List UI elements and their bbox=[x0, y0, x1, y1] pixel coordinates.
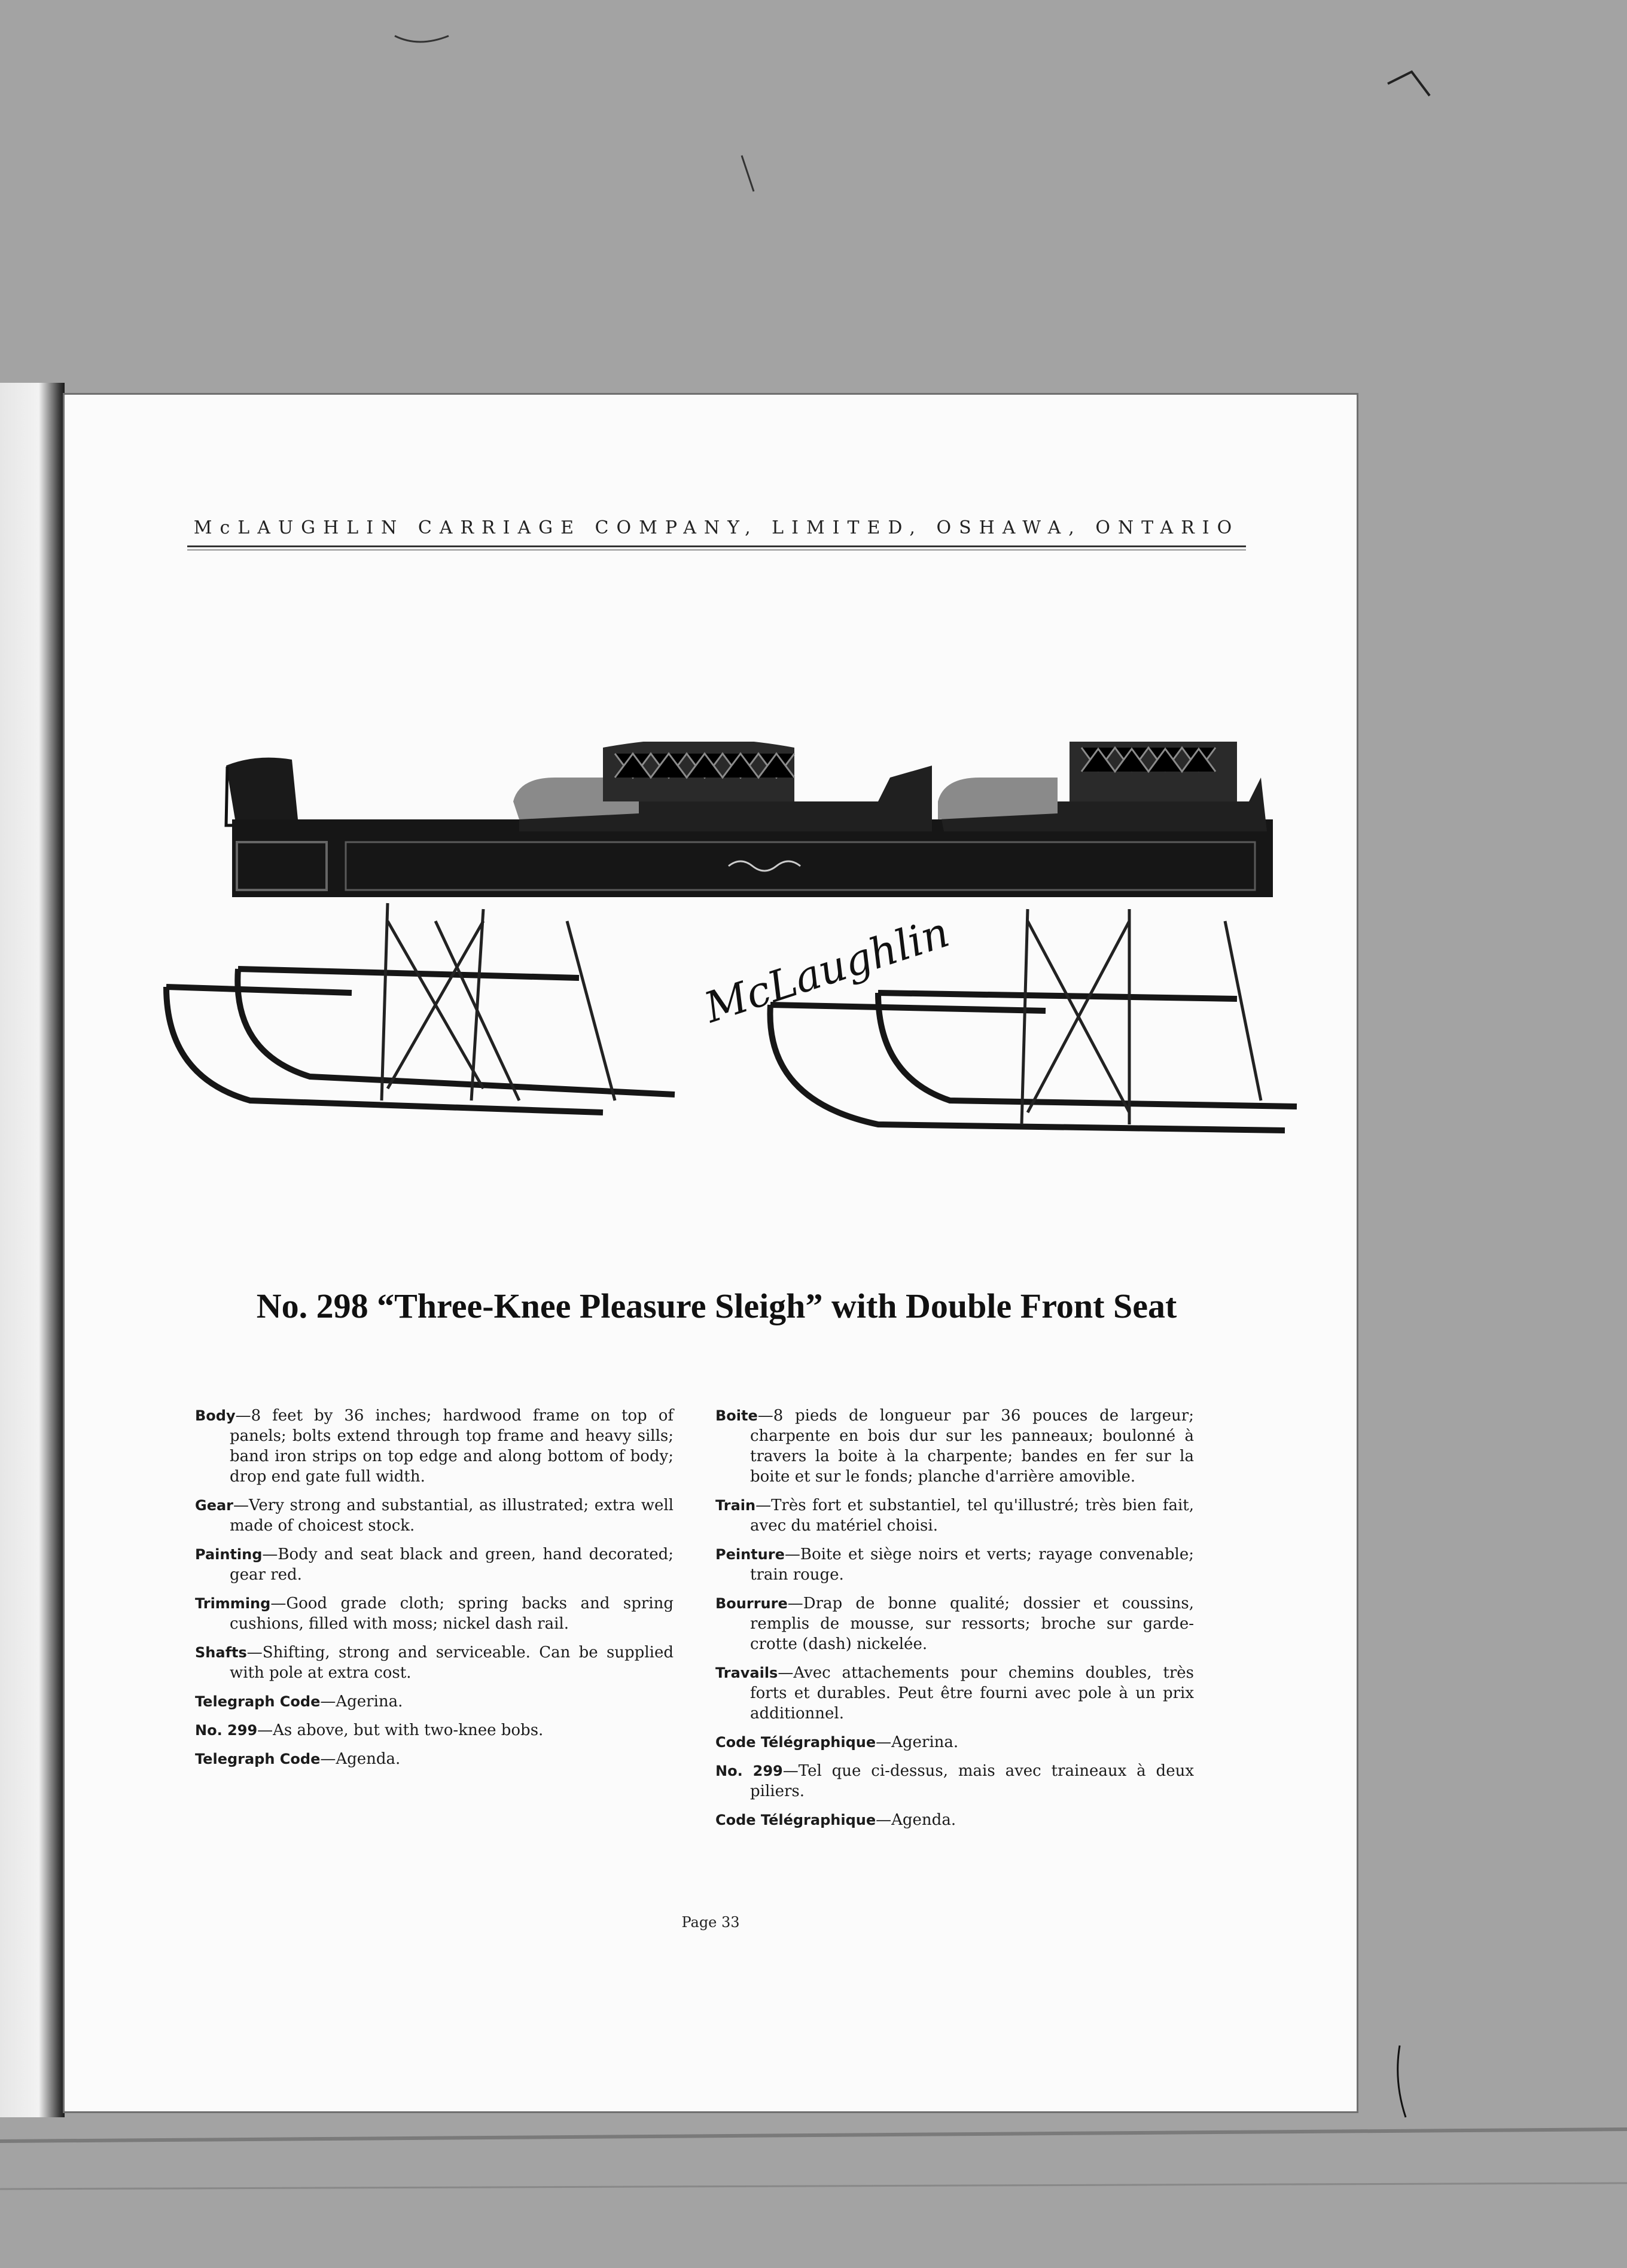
spec-term: Code Télégraphique bbox=[715, 1812, 876, 1828]
spec-text: Avec attachements pour chemins doubles, très forts et durables. Peut être fourni avec pole à un prix additionnel. bbox=[750, 1664, 1194, 1723]
spec-term: Telegraph Code bbox=[195, 1751, 321, 1767]
spec-dash: — bbox=[233, 1496, 249, 1514]
spec-dash: — bbox=[757, 1407, 773, 1425]
spec-text: Shifting, strong and serviceable. Can be supplied with pole at extra cost. bbox=[230, 1644, 674, 1682]
product-title: No. 298 “Three-Knee Pleasure Sleigh” with Double Front Seat bbox=[256, 1287, 1177, 1325]
spec-dash: — bbox=[755, 1496, 772, 1514]
spec-dash: — bbox=[782, 1762, 799, 1780]
spec-term: Painting bbox=[195, 1546, 263, 1563]
spec-dash: — bbox=[257, 1721, 273, 1739]
spec-entry bbox=[715, 1593, 1194, 1654]
spec-term: Peinture bbox=[715, 1546, 785, 1563]
page-number: Page 33 bbox=[681, 1914, 740, 1931]
maker-emblem: McLaughlin bbox=[698, 907, 955, 1033]
spec-term: Gear bbox=[195, 1497, 234, 1514]
catalog-page bbox=[65, 395, 1357, 2111]
spec-entry bbox=[715, 1406, 1194, 1487]
spec-term: No. 299 bbox=[195, 1722, 258, 1739]
spec-term: Bourrure bbox=[715, 1595, 788, 1612]
spec-entry bbox=[715, 1761, 1194, 1801]
spec-dash: — bbox=[320, 1693, 336, 1711]
spec-term: Shafts bbox=[195, 1644, 247, 1661]
spec-dash: — bbox=[876, 1811, 892, 1829]
spec-entry bbox=[195, 1495, 674, 1536]
spec-entry bbox=[195, 1749, 674, 1769]
page-gutter bbox=[0, 383, 65, 2117]
header-rule bbox=[187, 545, 1246, 550]
spec-dash: — bbox=[320, 1750, 336, 1768]
spec-entry bbox=[195, 1642, 674, 1683]
spec-entry bbox=[195, 1544, 674, 1585]
running-header: McLAUGHLIN CARRIAGE COMPANY, LIMITED, OSHAWA, ONTARIO bbox=[193, 517, 1240, 538]
spec-dash: — bbox=[778, 1664, 794, 1682]
french-specifications bbox=[715, 1406, 1194, 1839]
spec-text: Très fort et substantiel, tel qu'illustré; très bien fait, avec du matériel choisi. bbox=[750, 1496, 1194, 1535]
spec-term: Telegraph Code bbox=[195, 1693, 321, 1710]
spec-entry bbox=[715, 1663, 1194, 1724]
english-specifications bbox=[195, 1406, 674, 1778]
spec-text: Agerina. bbox=[336, 1693, 403, 1711]
spec-text: 8 pieds de longueur par 36 pouces de largeur; charpente en bois dur sur les panneaux; boulonné à travers la boite à la charpente; bandes en fer sur la boite et sur le fonds; planche d'arrière amovible. bbox=[750, 1407, 1194, 1486]
spec-text: As above, but with two-knee bobs. bbox=[273, 1721, 544, 1739]
spec-term: Trimming bbox=[195, 1595, 271, 1612]
spec-term: No. 299 bbox=[715, 1763, 783, 1779]
spec-text: Tel que ci-dessus, mais avec traineaux à deux piliers. bbox=[750, 1762, 1194, 1800]
spec-dash: — bbox=[270, 1595, 287, 1612]
spec-term: Code Télégraphique bbox=[715, 1734, 876, 1751]
spec-dash: — bbox=[787, 1595, 803, 1612]
spec-dash: — bbox=[246, 1644, 263, 1662]
spec-text: Agerina. bbox=[891, 1733, 959, 1751]
spec-dash: — bbox=[876, 1733, 892, 1751]
spec-term: Boite bbox=[715, 1407, 758, 1424]
spec-text: Body and seat black and green, hand decorated; gear red. bbox=[230, 1545, 674, 1584]
spec-entry bbox=[715, 1544, 1194, 1585]
spec-entry bbox=[195, 1406, 674, 1487]
spec-text: Good grade cloth; spring backs and spring cushions, filled with moss; nickel dash rail. bbox=[230, 1595, 674, 1633]
spec-text: Agenda. bbox=[336, 1750, 401, 1768]
spec-dash: — bbox=[235, 1407, 251, 1425]
spec-entry bbox=[715, 1495, 1194, 1536]
spec-dash: — bbox=[262, 1545, 278, 1563]
spec-entry bbox=[195, 1691, 674, 1712]
spec-text: Drap de bonne qualité; dossier et coussins, remplis de mousse, sur ressorts; broche sur garde-crotte (dash) nickelée. bbox=[750, 1595, 1194, 1653]
spec-entry bbox=[715, 1732, 1194, 1752]
spec-text: Very strong and substantial, as illustrated; extra well made of choicest stock. bbox=[230, 1496, 674, 1535]
spec-term: Travails bbox=[715, 1665, 778, 1681]
spec-text: 8 feet by 36 inches; hardwood frame on top of panels; bolts extend through top frame and heavy sills; band iron strips on top edge and along bottom of body; drop end gate full width. bbox=[230, 1407, 674, 1486]
spec-term: Body bbox=[195, 1407, 236, 1424]
spec-dash: — bbox=[784, 1545, 800, 1563]
spec-entry bbox=[195, 1593, 674, 1634]
spec-text: Agenda. bbox=[891, 1811, 956, 1829]
spec-entry bbox=[195, 1720, 674, 1740]
spec-entry bbox=[715, 1810, 1194, 1830]
sleigh-illustration bbox=[100, 742, 1309, 1196]
spec-term: Train bbox=[715, 1497, 756, 1514]
spec-text: Boite et siège noirs et verts; rayage convenable; train rouge. bbox=[750, 1545, 1194, 1584]
